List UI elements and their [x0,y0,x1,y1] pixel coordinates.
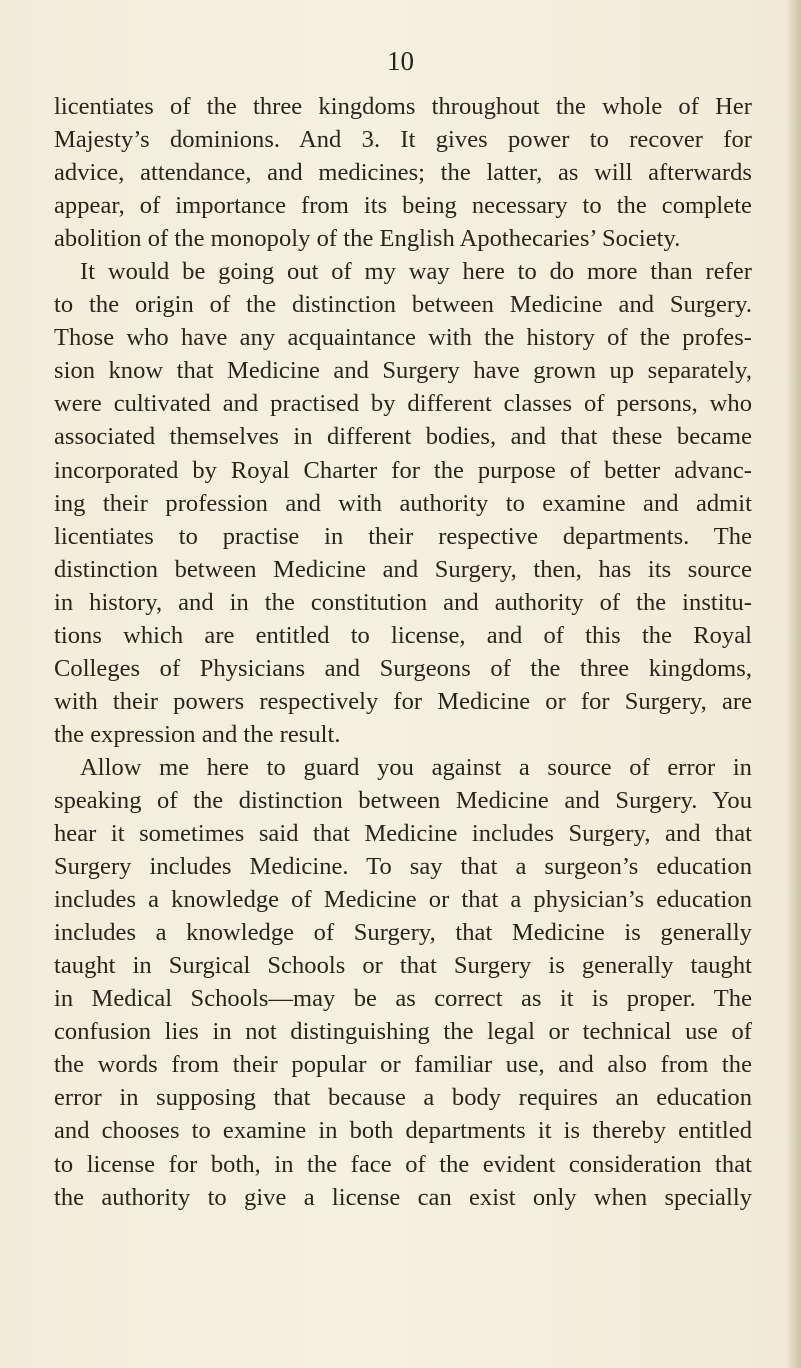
text-line: abolition of the monopoly of the English Apothecaries’ Society. [54,225,681,253]
text-line: taught in Surgical Schools or that Surgery is generally taught [54,952,752,980]
text-line: the authority to give a license can exist only when specially [54,1183,752,1211]
text-line: tions which are entitled to license, and of this the Royal [54,621,752,649]
text-line: were cultivated and practised by different classes of persons, who [54,390,752,418]
text-line: distinction between Medicine and Surgery, then, has its source [54,555,752,583]
body-text [54,90,752,1214]
text-line: hear it sometimes said that Medicine includes Surgery, and that [54,820,752,848]
text-line: sion know that Medicine and Surgery have grown up separately, [54,357,752,385]
text-line: licentiates to practise in their respective departments. The [54,522,752,550]
text-line: Those who have any acquaintance with the history of the profes- [54,324,752,352]
paragraph-start-line: It would be going out of my way here to do more than refer [80,258,752,286]
text-line: to license for both, in the face of the evident consideration that [54,1150,752,1178]
text-line: appear, of importance from its being necessary to the complete [54,192,752,220]
text-line: confusion lies in not distinguishing the legal or technical use of [54,1018,752,1046]
text-line: licentiates of the three kingdoms throughout the whole of Her [54,93,752,120]
text-line: Colleges of Physicians and Surgeons of the three kingdoms, [54,654,752,682]
text-line: the words from their popular or familiar use, and also from the [54,1051,752,1079]
text-line: the expression and the result. [54,720,341,748]
text-line: in history, and in the constitution and authority of the institu- [54,588,752,616]
page-number: 10 [387,46,414,76]
text-line: incorporated by Royal Charter for the purpose of better advanc- [54,456,752,484]
text-line: in Medical Schools—may be as correct as it is proper. The [54,985,752,1013]
text-line: ing their profession and with authority to examine and admit [54,489,752,517]
text-line: error in supposing that because a body requires an education [54,1084,752,1112]
page-edge-shadow [787,0,801,1368]
text-line: and chooses to examine in both departments it is thereby entitled [54,1117,752,1145]
text-line: to the origin of the distinction between Medicine and Surgery. [54,291,752,319]
text-line: speaking of the distinction between Medicine and Surgery. You [54,786,752,814]
text-line: advice, attendance, and medicines; the latter, as will afterwards [54,159,752,187]
paragraph-start-line: Allow me here to guard you against a source of error in [80,753,752,781]
text-line: Majesty’s dominions. And 3. It gives power to recover for [54,126,752,154]
text-line: Surgery includes Medicine. To say that a surgeon’s education [54,853,752,881]
text-line: with their powers respectively for Medicine or for Surgery, are [54,687,752,715]
text-line: includes a knowledge of Surgery, that Medicine is generally [54,919,752,947]
text-line: includes a knowledge of Medicine or that a physician’s education [54,886,752,914]
text-line: associated themselves in different bodies, and that these became [54,423,752,451]
